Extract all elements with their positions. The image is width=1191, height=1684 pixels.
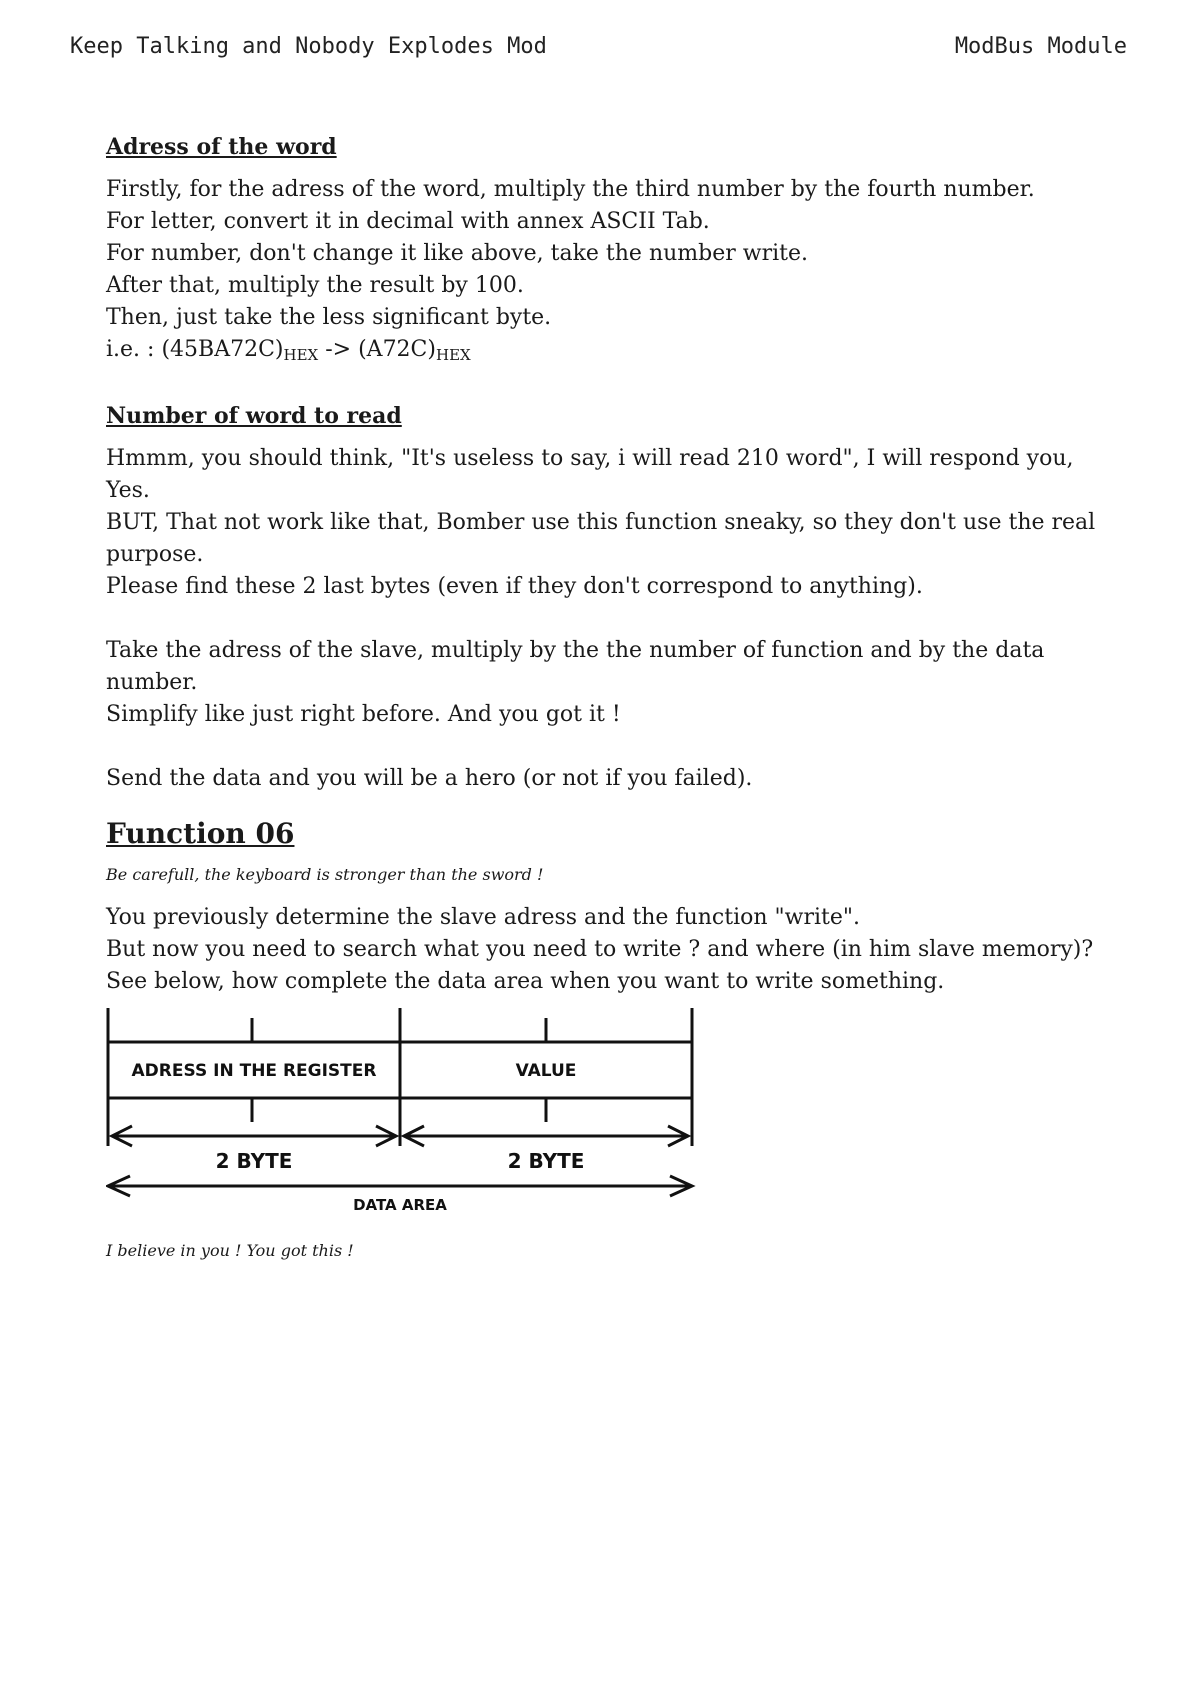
paragraph-line: Please find these 2 last bytes (even if they don't correspond to anything). xyxy=(106,574,923,599)
byte-label-right: 2 BYTE xyxy=(507,1149,585,1173)
header-title: Keep Talking and Nobody Explodes Mod xyxy=(70,34,547,59)
data-area-diagram xyxy=(106,1006,706,1226)
paragraph-line: For letter, convert it in decimal with annex ASCII Tab. xyxy=(106,209,710,234)
example-from: (45BA72C) xyxy=(161,337,284,362)
cell-label-value: VALUE xyxy=(515,1061,577,1081)
paragraph-line: For number, don't change it like above, take the number write. xyxy=(106,241,808,266)
example-prefix: i.e. : xyxy=(106,337,155,362)
example-from-sub: HEX xyxy=(283,346,319,364)
example-line xyxy=(106,334,1106,371)
warning-note: Be carefull, the keyboard is stronger than the sword ! xyxy=(106,865,544,884)
cell-label-adress: ADRESS IN THE REGISTER xyxy=(131,1061,377,1081)
paragraph-line: After that, multiply the result by 100. xyxy=(106,273,524,298)
document-body xyxy=(106,134,1106,1278)
paragraph-line: Take the adress of the slave, multiply by the the number of function and by the data number. xyxy=(106,638,1045,695)
paragraph-line: BUT, That not work like that, Bomber use this function sneaky, so they don't use the real purpose. xyxy=(106,510,1096,567)
byte-label-left: 2 BYTE xyxy=(215,1149,293,1173)
paragraph-line: Simplify like just right before. And you got it ! xyxy=(106,702,621,727)
example-to-sub: HEX xyxy=(435,346,471,364)
paragraph-line: See below, how complete the data area when you want to write something. xyxy=(106,969,945,994)
section-heading-function-06: Function 06 xyxy=(106,817,295,850)
closing-note: I believe in you ! You got this ! xyxy=(106,1241,354,1260)
header-module-name: ModBus Module xyxy=(954,34,1127,59)
example-to: (A72C) xyxy=(358,337,436,362)
section-heading-adress: Adress of the word xyxy=(106,134,337,160)
paragraph-line: Then, just take the less significant byte. xyxy=(106,305,552,330)
example-arrow: -> xyxy=(325,337,352,362)
paragraph-line: Send the data and you will be a hero (or not if you failed). xyxy=(106,766,753,791)
paragraph-line: But now you need to search what you need to write ? and where (in him slave memory)? xyxy=(106,937,1094,962)
data-area-label: DATA AREA xyxy=(353,1196,447,1214)
paragraph-line: You previously determine the slave adress and the function "write". xyxy=(106,905,860,930)
paragraph-line: Hmmm, you should think, "It's useless to say, i will read 210 word", I will respond you, Yes. xyxy=(106,446,1074,503)
section-heading-number-of-word: Number of word to read xyxy=(106,403,402,429)
paragraph-line: Firstly, for the adress of the word, multiply the third number by the fourth number. xyxy=(106,177,1035,202)
